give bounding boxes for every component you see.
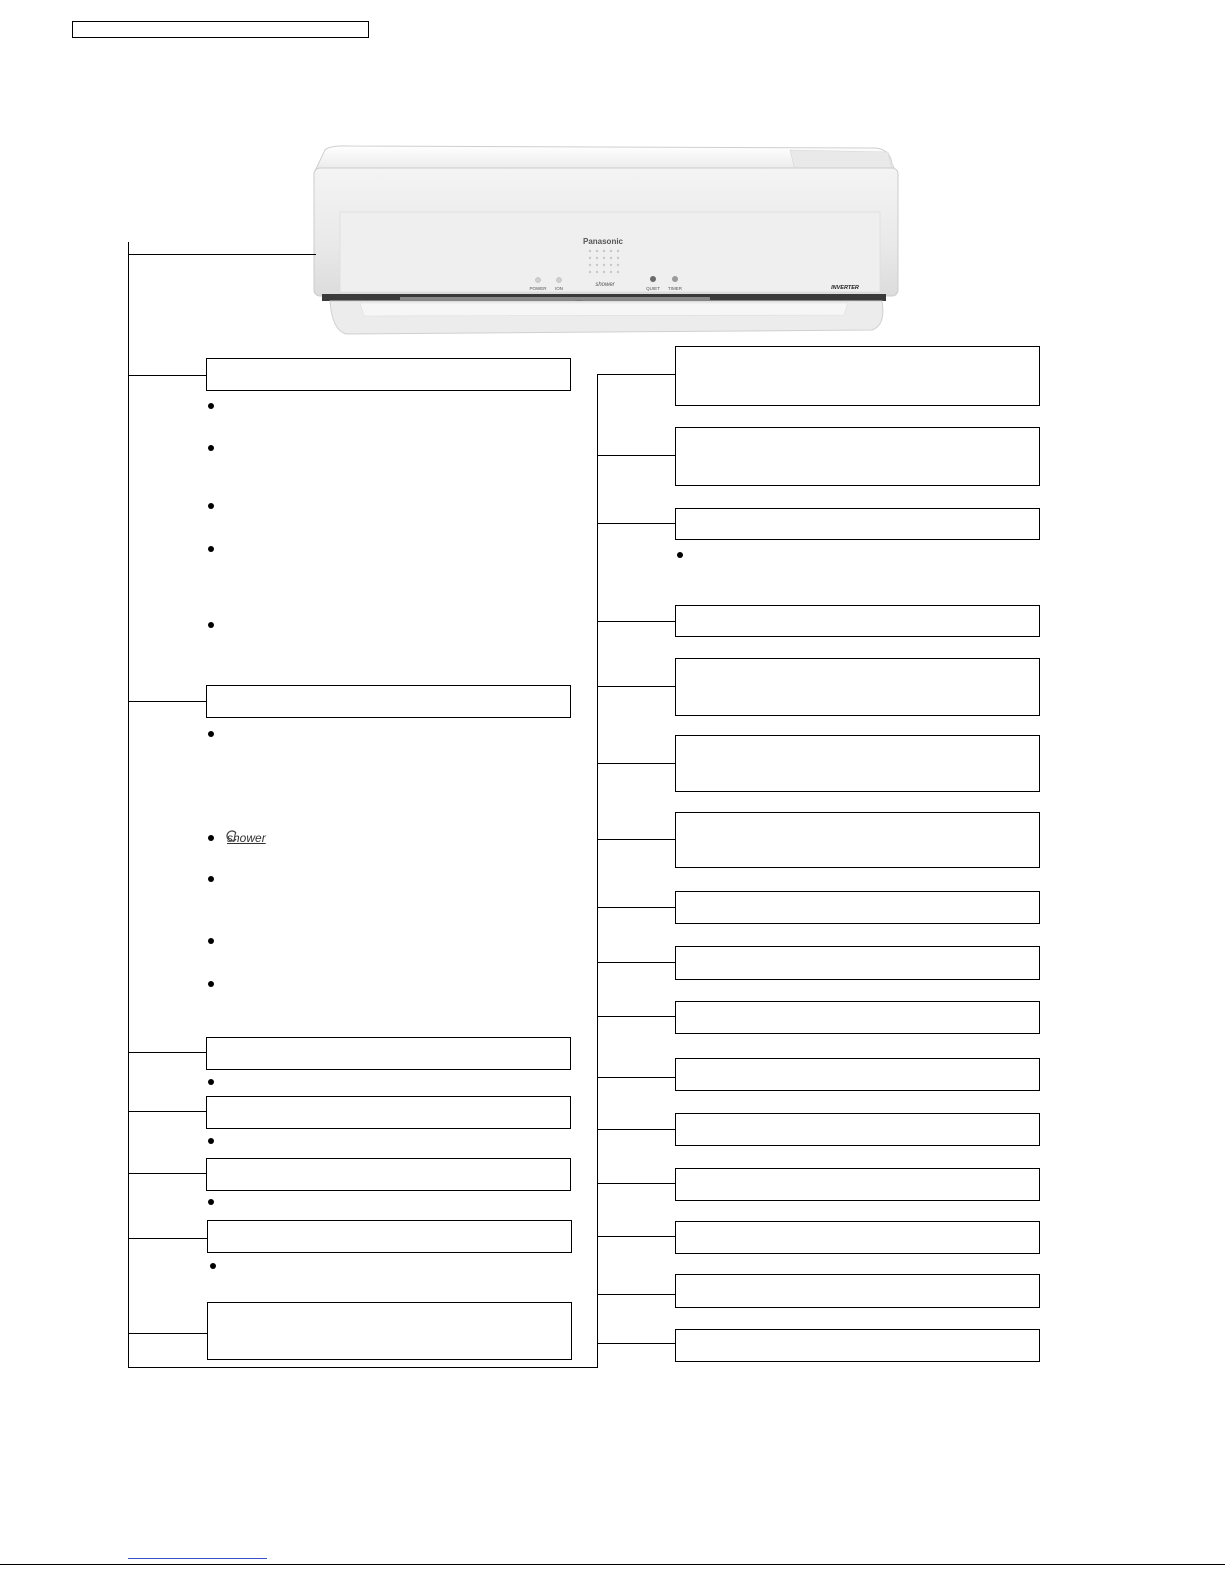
feature-box-right-3 [675,508,1040,540]
connector-left-1 [128,375,206,376]
connector-right-2 [597,455,676,456]
feature-box-right-16 [675,1329,1040,1362]
connector-left-6 [128,1238,207,1239]
indoor-unit-image [300,140,910,345]
indicator-label-ion: ION [554,286,564,291]
power-led [536,278,541,283]
feature-box-right-7 [675,812,1040,868]
indicator-label-power: POWER [529,286,547,291]
feature-box-right-5 [675,658,1040,716]
brand-label: Panasonic [582,237,624,246]
bullet [208,503,214,509]
feature-box-left-4 [206,1096,571,1129]
bullet [208,938,214,944]
shower-logo: shower [227,831,266,845]
connector-left-2 [128,701,206,702]
bullet [208,876,214,882]
bullet [208,622,214,628]
feature-box-right-12 [675,1113,1040,1146]
feature-box-right-8 [675,891,1040,924]
bullet [210,1263,216,1269]
bullet [208,546,214,552]
connector-right-5 [597,686,676,687]
bullet [208,835,214,841]
bullet [208,445,214,451]
ion-led [557,278,562,283]
connector-right-11 [597,1077,676,1078]
connector-left-5 [128,1173,206,1174]
connector-right-7 [597,839,676,840]
feature-box-left-5 [206,1158,571,1191]
footer-rule [0,1564,1225,1565]
connector-left-3 [128,1052,206,1053]
timer-led [672,276,678,282]
feature-box-right-6 [675,735,1040,792]
unit-connector [128,254,316,255]
indicator-label-quiet: QUIET [646,286,660,291]
connector-right-3 [597,523,676,524]
bullet [208,1079,214,1085]
unit-shower-logo: shower [595,282,615,288]
shower-logo-icon [225,829,239,843]
connector-right-8 [597,907,676,908]
feature-box-right-10 [675,1001,1040,1034]
feature-box-right-14 [675,1221,1040,1254]
connector-right-10 [597,1016,676,1017]
connector-right-1 [597,374,676,375]
quiet-led [650,276,656,282]
connector-right-6 [597,763,676,764]
connector-right-16 [597,1343,676,1344]
inverter-label: INVERTER [831,285,859,291]
feature-box-right-4 [675,605,1040,637]
bullet [208,981,214,987]
footer-link-rule [128,1558,267,1559]
feature-box-right-11 [675,1058,1040,1091]
feature-box-right-13 [675,1168,1040,1201]
connector-left-7 [128,1333,207,1334]
bullet [208,403,214,409]
feature-box-right-9 [675,946,1040,980]
feature-box-left-2 [206,685,571,718]
connector-right-15 [597,1294,676,1295]
bullet [677,552,683,558]
feature-box-left-7 [207,1302,572,1360]
feature-box-right-15 [675,1274,1040,1308]
bullet [208,731,214,737]
connector-right-13 [597,1183,676,1184]
bottom-bus-line [128,1367,598,1368]
connector-right-9 [597,962,676,963]
left-bus-line [128,242,129,1368]
connector-right-4 [597,621,676,622]
feature-box-left-6 [207,1220,572,1253]
feature-box-right-1 [675,346,1040,406]
feature-box-left-3 [206,1037,571,1070]
indicator-label-timer: TIMER [668,286,682,291]
connector-right-14 [597,1236,676,1237]
header-frame [72,21,369,38]
feature-box-right-2 [675,427,1040,486]
bullet [208,1199,214,1205]
connector-left-4 [128,1111,206,1112]
feature-box-left-1 [206,358,571,391]
connector-right-12 [597,1129,676,1130]
bullet [208,1138,214,1144]
